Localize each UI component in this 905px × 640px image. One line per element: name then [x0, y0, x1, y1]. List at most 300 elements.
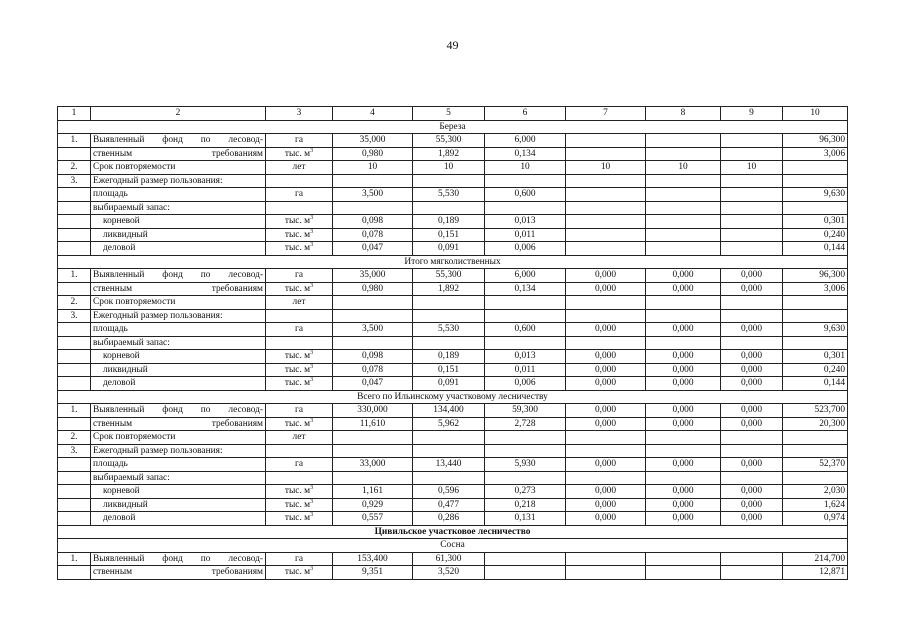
indicator-cell: Выявленный фонд по лесовод- — [91, 404, 266, 418]
value-cell: 10 — [566, 161, 646, 175]
value-cell: 0,144 — [783, 377, 848, 391]
value-cell — [566, 215, 646, 229]
value-cell — [721, 215, 783, 229]
value-cell: 0,000 — [566, 350, 646, 364]
value-cell: 61,300 — [413, 552, 485, 566]
value-cell: 0,011 — [485, 363, 566, 377]
value-cell — [721, 296, 783, 310]
unit-cell: тыс. $м^3$ — [266, 147, 333, 161]
row-number-cell: 2. — [58, 431, 91, 445]
value-cell: 0,098 — [333, 215, 413, 229]
value-cell: 10 — [646, 161, 721, 175]
row-number-cell: 3. — [58, 174, 91, 188]
row-number-cell — [58, 512, 91, 526]
value-cell: 96,300 — [783, 269, 848, 283]
value-cell — [485, 201, 566, 215]
value-cell: 55,300 — [413, 269, 485, 283]
value-cell: 5,530 — [413, 323, 485, 337]
indicator-cell: Срок повторяемости — [91, 161, 266, 175]
value-cell: 0,091 — [413, 242, 485, 256]
row-number-cell — [58, 147, 91, 161]
value-cell: 0,000 — [721, 404, 783, 418]
indicator-cell: площадь — [91, 188, 266, 202]
forest-use-table — [57, 106, 848, 580]
value-cell — [783, 161, 848, 175]
value-cell: 0,000 — [566, 269, 646, 283]
value-cell: 35,000 — [333, 134, 413, 148]
value-cell: 0,240 — [783, 228, 848, 242]
table-row — [58, 498, 848, 512]
value-cell — [721, 134, 783, 148]
value-cell — [721, 201, 783, 215]
row-number-cell: 3. — [58, 309, 91, 323]
indicator-cell: корневой — [91, 485, 266, 499]
unit-cell: тыс. $м^3$ — [266, 282, 333, 296]
value-cell — [413, 471, 485, 485]
value-cell: 10 — [333, 161, 413, 175]
value-cell — [783, 201, 848, 215]
indicator-cell: деловой — [91, 242, 266, 256]
indicator-cell: Ежегодный размер пользования: — [91, 444, 266, 458]
unit-cell: га — [266, 134, 333, 148]
value-cell: 0,134 — [485, 147, 566, 161]
value-cell — [333, 336, 413, 350]
column-header: 3 — [266, 107, 333, 121]
table-row — [58, 444, 848, 458]
table-row — [58, 350, 848, 364]
value-cell: 5,930 — [485, 458, 566, 472]
row-number-cell — [58, 242, 91, 256]
table-row — [58, 242, 848, 256]
value-cell: 52,370 — [783, 458, 848, 472]
value-cell — [721, 228, 783, 242]
value-cell: 0,557 — [333, 512, 413, 526]
unit-cell: лет — [266, 161, 333, 175]
value-cell — [566, 431, 646, 445]
value-cell: 3,500 — [333, 323, 413, 337]
column-header: 5 — [413, 107, 485, 121]
column-header: 9 — [721, 107, 783, 121]
row-number-cell — [58, 471, 91, 485]
value-cell: 0,240 — [783, 363, 848, 377]
value-cell: 0,006 — [485, 377, 566, 391]
unit-cell: га — [266, 458, 333, 472]
unit-cell — [266, 336, 333, 350]
value-cell — [646, 147, 721, 161]
unit-cell: тыс. $м^3$ — [266, 350, 333, 364]
value-cell: 0,000 — [721, 269, 783, 283]
value-cell: 0,000 — [566, 363, 646, 377]
indicator-cell: корневой — [91, 215, 266, 229]
row-number-cell: 1. — [58, 269, 91, 283]
value-cell: 9,351 — [333, 566, 413, 580]
value-cell: 0,078 — [333, 228, 413, 242]
value-cell: 0,000 — [646, 269, 721, 283]
row-number-cell — [58, 323, 91, 337]
value-cell — [333, 431, 413, 445]
indicator-cell: Ежегодный размер пользования: — [91, 174, 266, 188]
table-row — [58, 431, 848, 445]
value-cell: 0,218 — [485, 498, 566, 512]
value-cell: 55,300 — [413, 134, 485, 148]
value-cell: 0,974 — [783, 512, 848, 526]
value-cell: 2,030 — [783, 485, 848, 499]
value-cell — [485, 336, 566, 350]
value-cell — [413, 174, 485, 188]
value-cell — [485, 174, 566, 188]
value-cell — [646, 566, 721, 580]
value-cell — [646, 471, 721, 485]
value-cell — [721, 188, 783, 202]
table-row — [58, 471, 848, 485]
indicator-cell: выбираемый запас: — [91, 336, 266, 350]
row-number-cell: 1. — [58, 552, 91, 566]
table-row — [58, 296, 848, 310]
value-cell: 0,000 — [566, 498, 646, 512]
unit-cell: га — [266, 188, 333, 202]
section-heading-row — [58, 390, 848, 404]
row-number-cell: 1. — [58, 134, 91, 148]
indicator-cell: Срок повторяемости — [91, 296, 266, 310]
value-cell: 0,013 — [485, 350, 566, 364]
value-cell — [566, 228, 646, 242]
value-cell: 0,000 — [646, 498, 721, 512]
row-number-cell — [58, 566, 91, 580]
value-cell: 0,047 — [333, 242, 413, 256]
value-cell — [646, 336, 721, 350]
unit-cell: лет — [266, 431, 333, 445]
value-cell: 0,286 — [413, 512, 485, 526]
table-row — [58, 552, 848, 566]
column-header: 6 — [485, 107, 566, 121]
value-cell: 0,596 — [413, 485, 485, 499]
value-cell — [566, 336, 646, 350]
value-cell: 9,630 — [783, 323, 848, 337]
value-cell — [485, 471, 566, 485]
value-cell — [566, 552, 646, 566]
table-row — [58, 458, 848, 472]
indicator-cell: площадь — [91, 458, 266, 472]
section-title: Всего по Ильинскому участковому лесничеству — [58, 390, 848, 404]
indicator-cell: ственным требованиям — [91, 282, 266, 296]
value-cell: 20,300 — [783, 417, 848, 431]
value-cell — [646, 431, 721, 445]
value-cell — [783, 296, 848, 310]
value-cell: 0,000 — [566, 417, 646, 431]
value-cell: 0,273 — [485, 485, 566, 499]
value-cell: 0,000 — [566, 377, 646, 391]
value-cell — [413, 431, 485, 445]
value-cell: 0,144 — [783, 242, 848, 256]
table-row — [58, 201, 848, 215]
indicator-cell: Выявленный фонд по лесовод- — [91, 134, 266, 148]
value-cell — [646, 309, 721, 323]
unit-cell: лет — [266, 296, 333, 310]
row-number-cell — [58, 363, 91, 377]
value-cell: 59,300 — [485, 404, 566, 418]
value-cell: 0,600 — [485, 188, 566, 202]
value-cell — [333, 201, 413, 215]
value-cell: 3,006 — [783, 147, 848, 161]
table-row — [58, 269, 848, 283]
table-body — [58, 120, 848, 579]
value-cell — [413, 444, 485, 458]
table-row — [58, 174, 848, 188]
indicator-cell: корневой — [91, 350, 266, 364]
value-cell: 33,000 — [333, 458, 413, 472]
value-cell: 0,151 — [413, 228, 485, 242]
unit-cell: тыс. $м^3$ — [266, 485, 333, 499]
value-cell — [333, 471, 413, 485]
row-number-cell: 2. — [58, 296, 91, 310]
value-cell — [566, 188, 646, 202]
indicator-cell: выбираемый запас: — [91, 201, 266, 215]
unit-cell: тыс. $м^3$ — [266, 228, 333, 242]
value-cell: 6,000 — [485, 269, 566, 283]
row-number-cell — [58, 458, 91, 472]
value-cell — [646, 444, 721, 458]
value-cell: 35,000 — [333, 269, 413, 283]
section-title: Береза — [58, 120, 848, 134]
indicator-cell: выбираемый запас: — [91, 471, 266, 485]
unit-cell — [266, 174, 333, 188]
value-cell — [721, 147, 783, 161]
section-title: Цивильское участковое лесничество — [58, 525, 848, 539]
value-cell: 0,980 — [333, 282, 413, 296]
value-cell — [646, 296, 721, 310]
value-cell: 0,091 — [413, 377, 485, 391]
value-cell — [783, 471, 848, 485]
value-cell: 5,530 — [413, 188, 485, 202]
unit-cell: тыс. $м^3$ — [266, 363, 333, 377]
value-cell: 0,000 — [646, 323, 721, 337]
value-cell: 0,980 — [333, 147, 413, 161]
value-cell — [566, 566, 646, 580]
column-header: 4 — [333, 107, 413, 121]
value-cell — [721, 309, 783, 323]
table-row — [58, 377, 848, 391]
unit-cell — [266, 201, 333, 215]
value-cell: 0,134 — [485, 282, 566, 296]
value-cell: 0,000 — [646, 458, 721, 472]
indicator-cell: ликвидный — [91, 363, 266, 377]
value-cell: 0,078 — [333, 363, 413, 377]
indicator-cell: Выявленный фонд по лесовод- — [91, 269, 266, 283]
indicator-cell: ликвидный — [91, 228, 266, 242]
unit-cell: га — [266, 552, 333, 566]
table-row — [58, 512, 848, 526]
value-cell — [485, 309, 566, 323]
value-cell: 10 — [721, 161, 783, 175]
value-cell — [566, 296, 646, 310]
value-cell — [566, 242, 646, 256]
value-cell: 523,700 — [783, 404, 848, 418]
table-row — [58, 215, 848, 229]
value-cell: 13,440 — [413, 458, 485, 472]
value-cell — [566, 444, 646, 458]
table-row — [58, 147, 848, 161]
unit-cell — [266, 309, 333, 323]
value-cell: 0,000 — [721, 417, 783, 431]
value-cell: 134,400 — [413, 404, 485, 418]
page-number: 49 — [446, 38, 459, 52]
table-row — [58, 417, 848, 431]
value-cell — [566, 147, 646, 161]
table-header-row — [58, 107, 848, 121]
value-cell — [783, 431, 848, 445]
unit-cell — [266, 471, 333, 485]
value-cell: 0,000 — [566, 512, 646, 526]
value-cell — [646, 228, 721, 242]
section-heading-row — [58, 120, 848, 134]
value-cell: 0,000 — [646, 282, 721, 296]
value-cell: 1,624 — [783, 498, 848, 512]
row-number-cell — [58, 498, 91, 512]
value-cell: 0,000 — [721, 377, 783, 391]
value-cell — [783, 309, 848, 323]
value-cell: 0,000 — [721, 350, 783, 364]
column-header: 10 — [783, 107, 848, 121]
value-cell: 0,301 — [783, 350, 848, 364]
indicator-cell: ственным требованиям — [91, 566, 266, 580]
value-cell — [485, 296, 566, 310]
row-number-cell — [58, 282, 91, 296]
value-cell: 0,000 — [566, 404, 646, 418]
value-cell: 0,000 — [646, 512, 721, 526]
row-number-cell — [58, 201, 91, 215]
table-row — [58, 323, 848, 337]
unit-cell: га — [266, 404, 333, 418]
value-cell: 96,300 — [783, 134, 848, 148]
indicator-cell: деловой — [91, 512, 266, 526]
column-header: 7 — [566, 107, 646, 121]
value-cell — [566, 201, 646, 215]
value-cell: 1,892 — [413, 147, 485, 161]
value-cell: 0,000 — [646, 363, 721, 377]
unit-cell — [266, 444, 333, 458]
value-cell — [566, 134, 646, 148]
value-cell: 0,000 — [646, 417, 721, 431]
value-cell: 1,892 — [413, 282, 485, 296]
value-cell — [333, 174, 413, 188]
value-cell — [721, 431, 783, 445]
row-number-cell — [58, 336, 91, 350]
value-cell: 0,301 — [783, 215, 848, 229]
value-cell: 6,000 — [485, 134, 566, 148]
unit-cell: тыс. $м^3$ — [266, 417, 333, 431]
row-number-cell: 2. — [58, 161, 91, 175]
indicator-cell: ственным требованиям — [91, 147, 266, 161]
value-cell: 0,000 — [721, 498, 783, 512]
value-cell: 0,000 — [721, 512, 783, 526]
value-cell — [566, 309, 646, 323]
value-cell: 10 — [413, 161, 485, 175]
indicator-cell: ственным требованиям — [91, 417, 266, 431]
value-cell — [485, 566, 566, 580]
value-cell: 0,000 — [566, 485, 646, 499]
unit-cell: тыс. $м^3$ — [266, 512, 333, 526]
value-cell: 0,000 — [646, 350, 721, 364]
value-cell: 0,929 — [333, 498, 413, 512]
value-cell: 0,000 — [721, 363, 783, 377]
value-cell: 0,131 — [485, 512, 566, 526]
value-cell: 0,000 — [721, 485, 783, 499]
value-cell: 0,000 — [566, 323, 646, 337]
value-cell: 2,728 — [485, 417, 566, 431]
indicator-cell: деловой — [91, 377, 266, 391]
unit-cell: тыс. $м^3$ — [266, 377, 333, 391]
table-row — [58, 228, 848, 242]
value-cell — [566, 174, 646, 188]
value-cell — [413, 309, 485, 323]
value-cell: 0,000 — [566, 458, 646, 472]
value-cell — [485, 444, 566, 458]
table-row — [58, 336, 848, 350]
value-cell: 0,000 — [721, 282, 783, 296]
column-header: 8 — [646, 107, 721, 121]
value-cell — [783, 444, 848, 458]
indicator-cell: Срок повторяемости — [91, 431, 266, 445]
value-cell: 0,006 — [485, 242, 566, 256]
value-cell: 0,011 — [485, 228, 566, 242]
unit-cell: га — [266, 323, 333, 337]
section-title: Сосна — [58, 539, 848, 553]
value-cell — [721, 174, 783, 188]
value-cell: 0,000 — [646, 485, 721, 499]
value-cell — [646, 215, 721, 229]
indicator-cell: ликвидный — [91, 498, 266, 512]
value-cell: 0,151 — [413, 363, 485, 377]
value-cell — [721, 242, 783, 256]
value-cell: 0,000 — [646, 404, 721, 418]
value-cell — [485, 552, 566, 566]
value-cell — [646, 134, 721, 148]
table-row — [58, 309, 848, 323]
value-cell: 0,000 — [566, 282, 646, 296]
indicator-cell: Ежегодный размер пользования: — [91, 309, 266, 323]
value-cell — [333, 309, 413, 323]
value-cell — [721, 566, 783, 580]
value-cell: 12,871 — [783, 566, 848, 580]
value-cell: 0,000 — [721, 323, 783, 337]
value-cell — [783, 174, 848, 188]
section-heading-row — [58, 255, 848, 269]
value-cell: 214,700 — [783, 552, 848, 566]
row-number-cell — [58, 377, 91, 391]
value-cell: 0,013 — [485, 215, 566, 229]
value-cell: 0,189 — [413, 215, 485, 229]
value-cell — [485, 431, 566, 445]
value-cell: 3,500 — [333, 188, 413, 202]
unit-cell: тыс. $м^3$ — [266, 215, 333, 229]
value-cell — [721, 552, 783, 566]
indicator-cell: площадь — [91, 323, 266, 337]
value-cell: 0,189 — [413, 350, 485, 364]
row-number-cell — [58, 417, 91, 431]
unit-cell: тыс. $м^3$ — [266, 242, 333, 256]
value-cell — [646, 552, 721, 566]
table-row — [58, 188, 848, 202]
value-cell: 0,000 — [721, 458, 783, 472]
row-number-cell: 3. — [58, 444, 91, 458]
value-cell: 10 — [485, 161, 566, 175]
section-heading-row — [58, 539, 848, 553]
value-cell: 0,477 — [413, 498, 485, 512]
table-row — [58, 134, 848, 148]
value-cell — [721, 336, 783, 350]
value-cell — [646, 242, 721, 256]
value-cell — [646, 188, 721, 202]
